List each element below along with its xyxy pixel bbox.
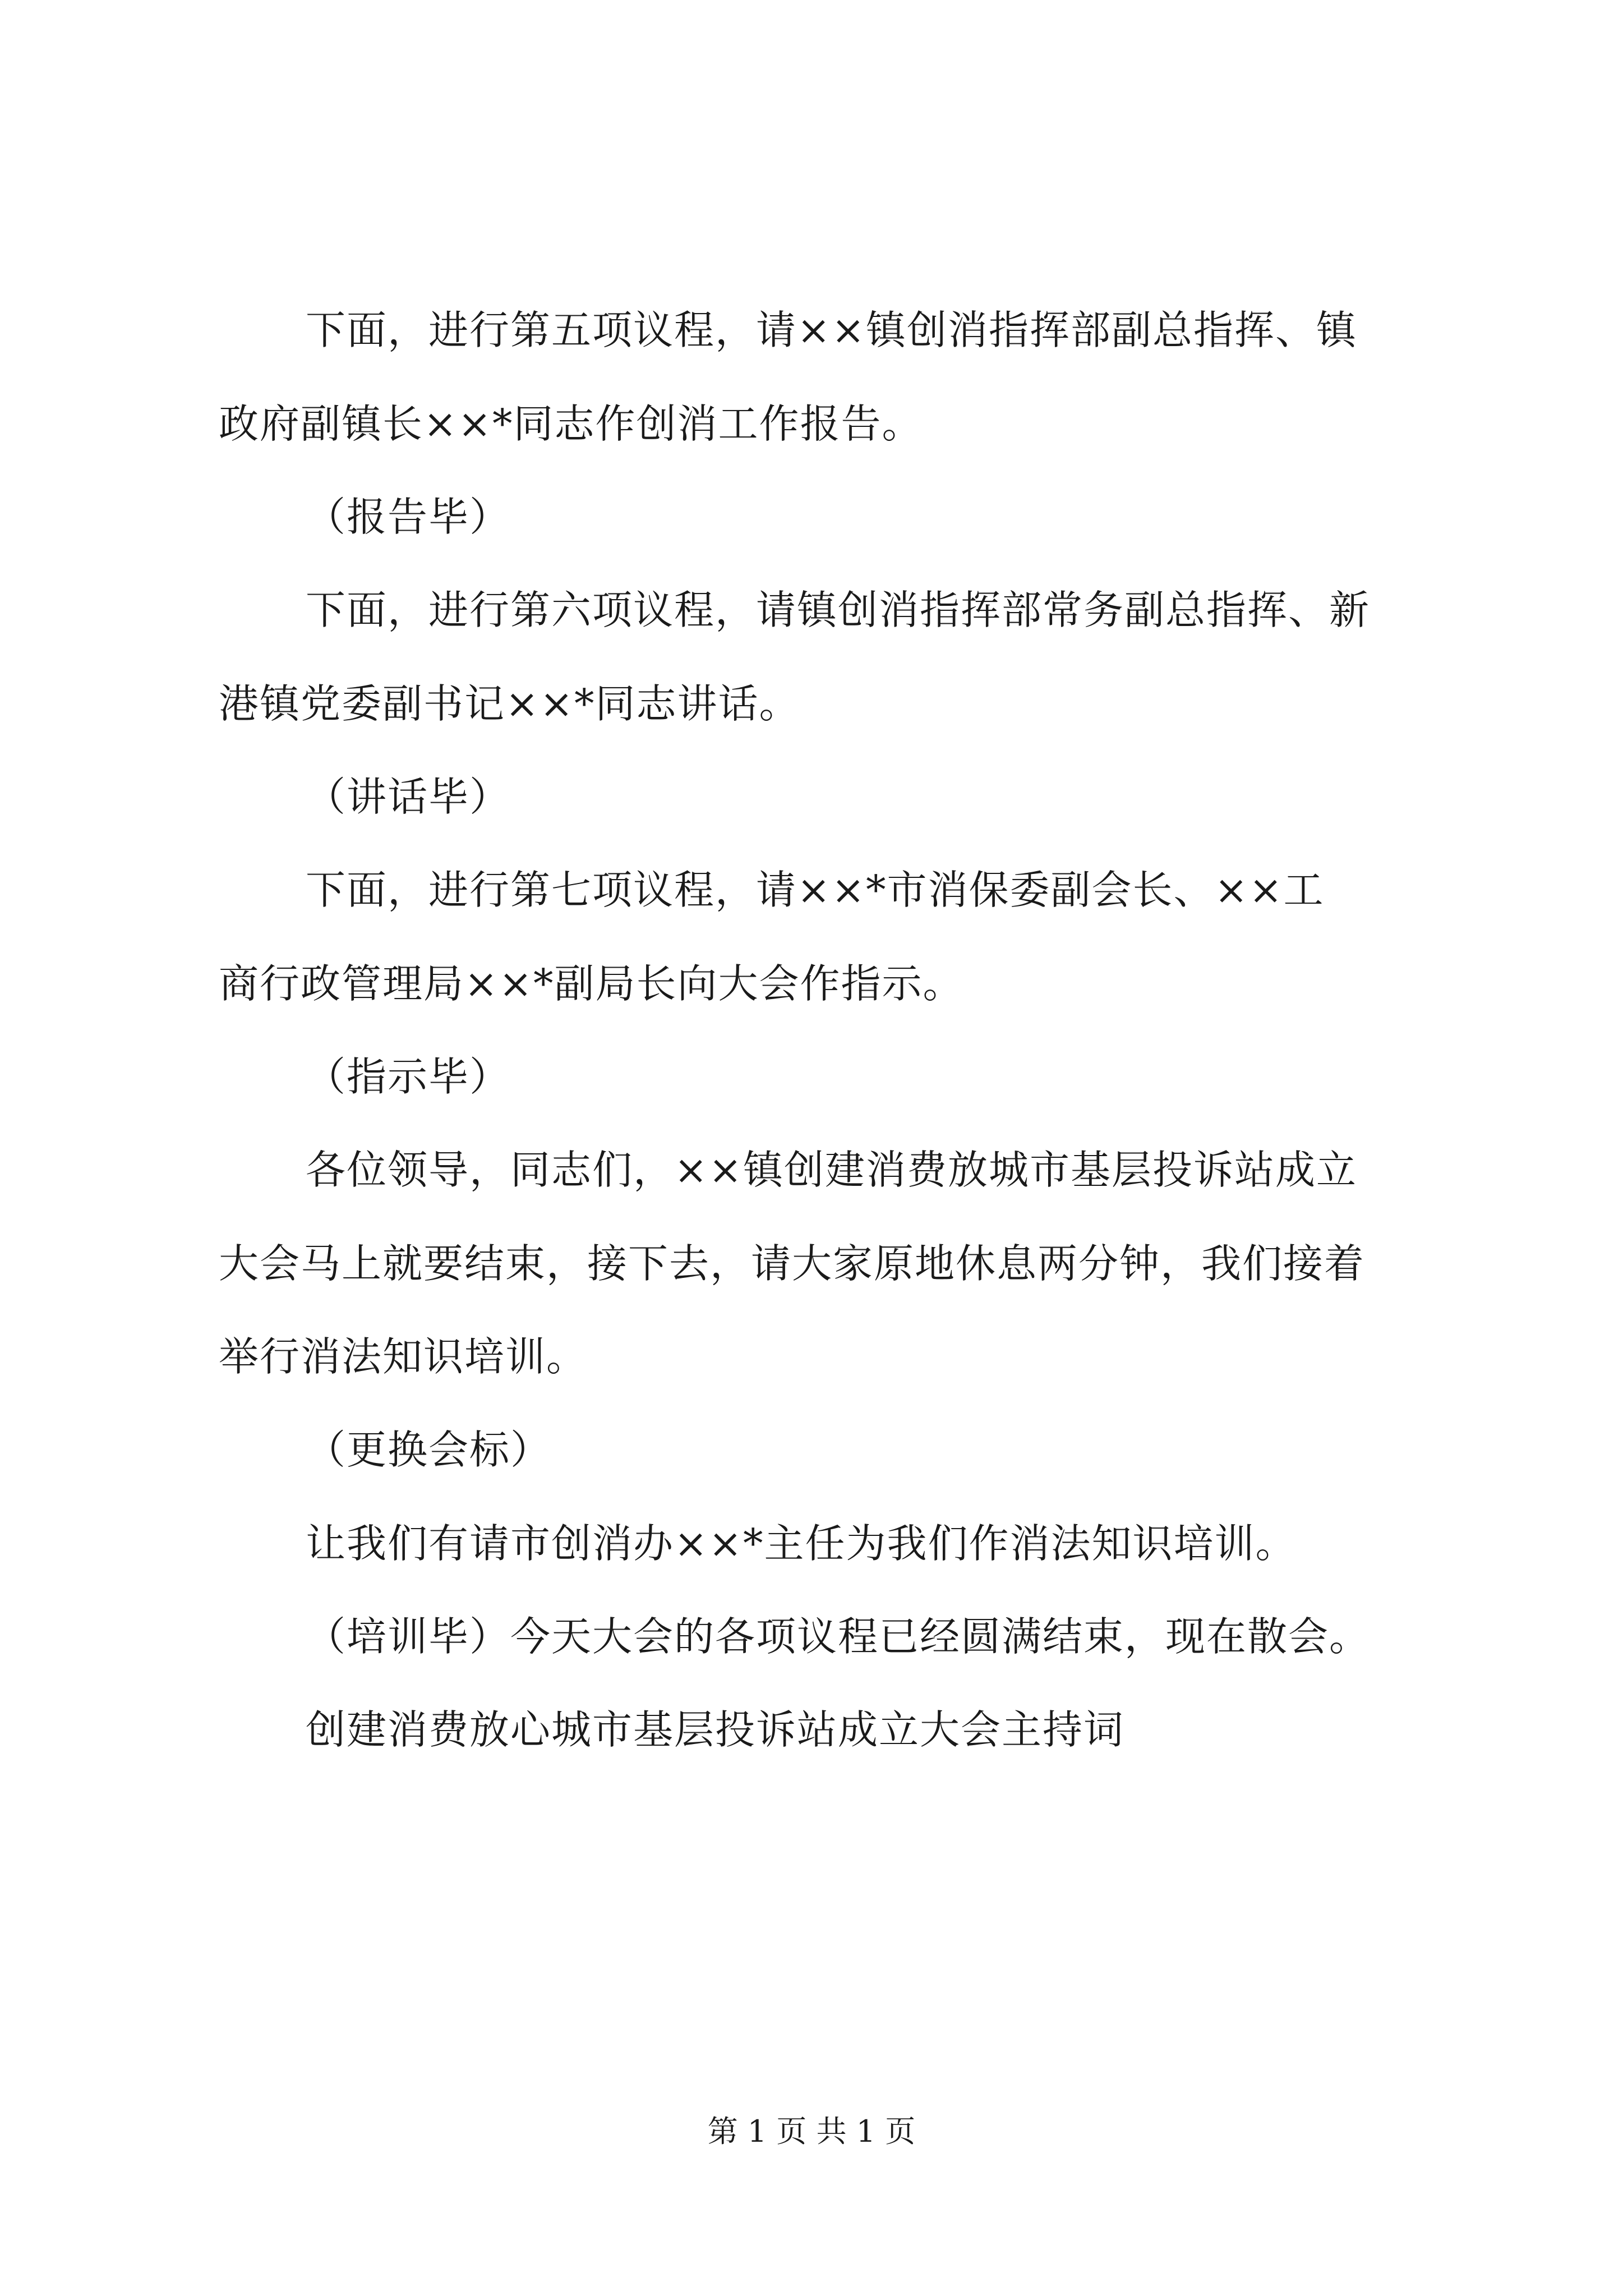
page-number-footer: 第 1 页 共 1 页 <box>707 2114 916 2149</box>
paragraph-line: 让我们有请市创消办××*主任为我们作消法知识培训。 <box>306 1520 1297 1567</box>
paragraph-line: 各位领导，同志们，××镇创建消费放城市基层投诉站成立 <box>306 1147 1357 1193</box>
paragraph-line: 政府副镇长××*同志作创消工作报告。 <box>219 401 923 447</box>
paragraph-line: 大会马上就要结束，接下去，请大家原地休息两分钟，我们接着 <box>219 1240 1366 1287</box>
paragraph-line: 举行消法知识培训。 <box>219 1333 588 1380</box>
paragraph-line: 下面，进行第六项议程，请镇创消指挥部常务副总指挥、新 <box>306 587 1371 633</box>
paragraph-line: （报告毕） <box>306 494 511 540</box>
document-title-line: 创建消费放心城市基层投诉站成立大会主持词 <box>306 1706 1125 1753</box>
paragraph-line: （培训毕）今天大会的各项议程已经圆满结束，现在散会。 <box>306 1613 1371 1660</box>
paragraph-line: （讲话毕） <box>306 774 511 820</box>
paragraph-line: （更换会标） <box>306 1427 552 1473</box>
paragraph-line: （指示毕） <box>306 1053 511 1100</box>
paragraph-line: 港镇党委副书记××*同志讲话。 <box>219 680 800 727</box>
paragraph-line: 商行政管理局××*副局长向大会作指示。 <box>219 960 964 1007</box>
paragraph-line: 下面，进行第七项议程，请××*市消保委副会长、××工 <box>306 867 1325 913</box>
paragraph-line: 下面，进行第五项议程，请××镇创消指挥部副总指挥、镇 <box>306 307 1357 353</box>
